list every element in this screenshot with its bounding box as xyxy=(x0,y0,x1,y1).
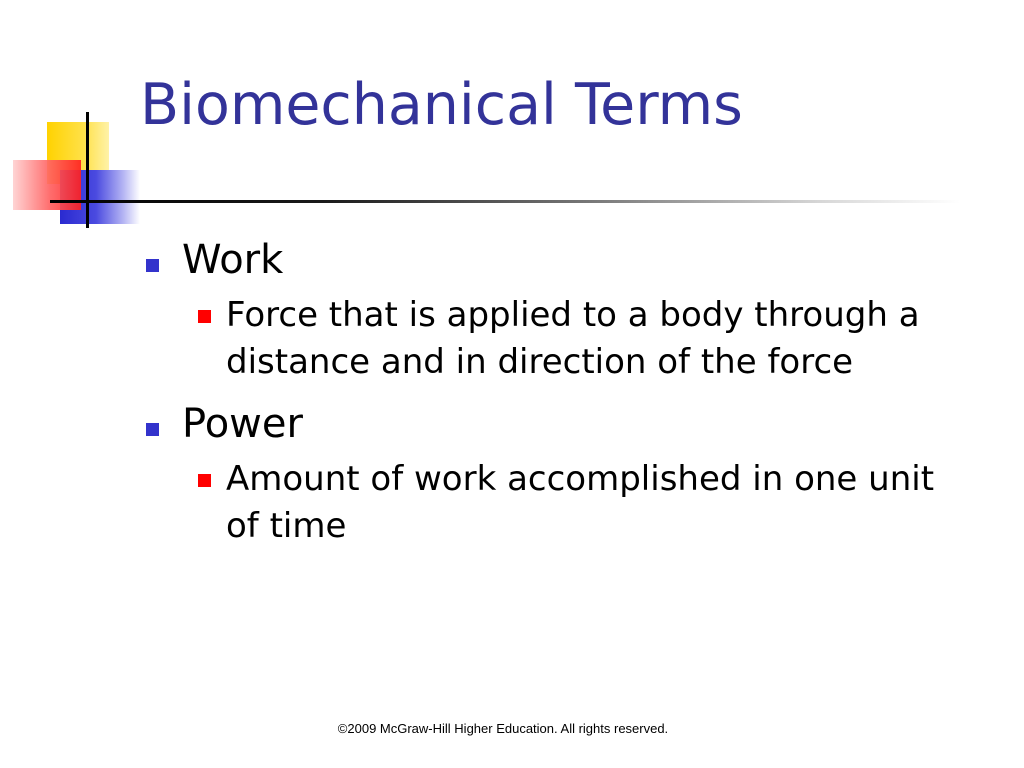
square-bullet-icon xyxy=(198,474,211,487)
square-bullet-icon xyxy=(146,259,159,272)
bullet-text: Power xyxy=(182,400,303,447)
square-bullet-icon xyxy=(198,310,211,323)
bullet-text: Work xyxy=(182,237,284,283)
sub-bullet-item-power-definition xyxy=(198,456,976,550)
decorative-logo xyxy=(0,0,150,240)
bullet-item-work xyxy=(146,236,976,284)
sub-bullet-text: Amount of work accomplished in one unit of time xyxy=(226,458,935,546)
title-underline xyxy=(50,200,960,203)
bullet-item-power xyxy=(146,400,976,448)
square-bullet-icon xyxy=(146,423,159,436)
copyright-footer: ©2009 McGraw-Hill Higher Education. All rights reserved. xyxy=(337,721,669,736)
bullet-list xyxy=(146,236,976,564)
sub-bullet-text: Force that is applied to a body through a distance and in direction of the force xyxy=(226,295,920,382)
logo-vertical-line xyxy=(86,112,89,228)
slide-title: Biomechanical Terms xyxy=(140,72,743,138)
sub-bullet-item-work-definition xyxy=(198,292,976,386)
